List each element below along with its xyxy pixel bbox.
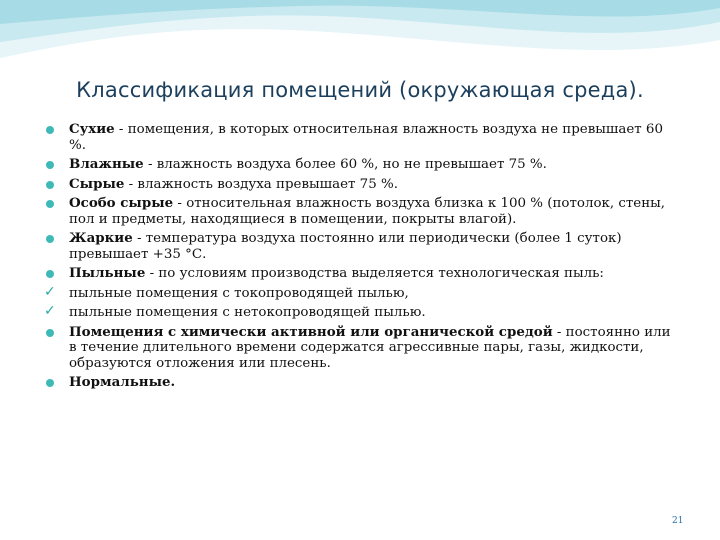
item-text: пыльные помещения с нетокопроводящей пылью.: [69, 305, 426, 320]
item-term: Пыльные: [69, 265, 146, 281]
list-item-damp: [46, 177, 676, 193]
page-number: 21: [672, 516, 684, 526]
item-text: - постоянно или в течение длительного времени содержатся агрессивные пары, газы, жидкости, образуются отложения или плесень.: [69, 324, 671, 371]
item-text: - влажность воздуха более 60 %, но не превышает 75 %.: [143, 157, 547, 172]
bullet-icon: [46, 126, 54, 134]
list-item-dusty: [46, 266, 676, 282]
item-term: Жаркие: [69, 230, 133, 246]
header-wave-decoration: [0, 0, 720, 80]
slide-title: Классификация помещений (окружающая среда).: [76, 78, 644, 102]
list-item-dusty-conductive: [44, 283, 676, 302]
item-term: Сухие: [69, 121, 115, 137]
item-term: Помещения с химически активной или органической средой: [69, 323, 553, 340]
bullet-icon: [46, 161, 54, 169]
item-term: Влажные: [69, 156, 144, 172]
list-item-dusty-nonconductive: [46, 305, 676, 321]
classification-list: [46, 122, 676, 395]
checkmark-icon: ✓: [44, 303, 56, 319]
list-item-humid: [46, 157, 676, 173]
item-text: пыльные помещения с токопроводящей пылью,: [69, 285, 409, 301]
list-item-dry: [46, 122, 676, 153]
checkmark-icon: ✓: [44, 283, 56, 300]
item-text: - по условиям производства выделяется технологическая пыль:: [145, 266, 604, 281]
bullet-icon: [46, 270, 54, 278]
list-item-normal: [46, 375, 676, 391]
item-term: Нормальные.: [69, 374, 176, 390]
bullet-icon: [46, 329, 54, 337]
item-term: Сырые: [69, 175, 125, 192]
item-text: - влажность воздуха превышает 75 %.: [124, 176, 398, 192]
item-term: Особо сырые: [69, 195, 174, 211]
bullet-icon: [46, 379, 54, 387]
item-text: - относительная влажность воздуха близка к 100 % (потолок, стены, пол и предметы, находящиеся в помещении, покрыты влагой).: [69, 196, 666, 227]
item-text: - помещения, в которых относительная влажность воздуха не превышает 60 %.: [69, 122, 663, 153]
list-item-hot: [46, 231, 676, 262]
bullet-icon: [46, 181, 54, 189]
bullet-icon: [46, 235, 54, 243]
item-text: - температура воздуха постоянно или периодически (более 1 суток) превышает +35 °С.: [69, 231, 622, 262]
list-item-very-damp: [46, 196, 676, 227]
bullet-icon: [46, 200, 54, 208]
list-item-chemically-active: [46, 325, 676, 372]
